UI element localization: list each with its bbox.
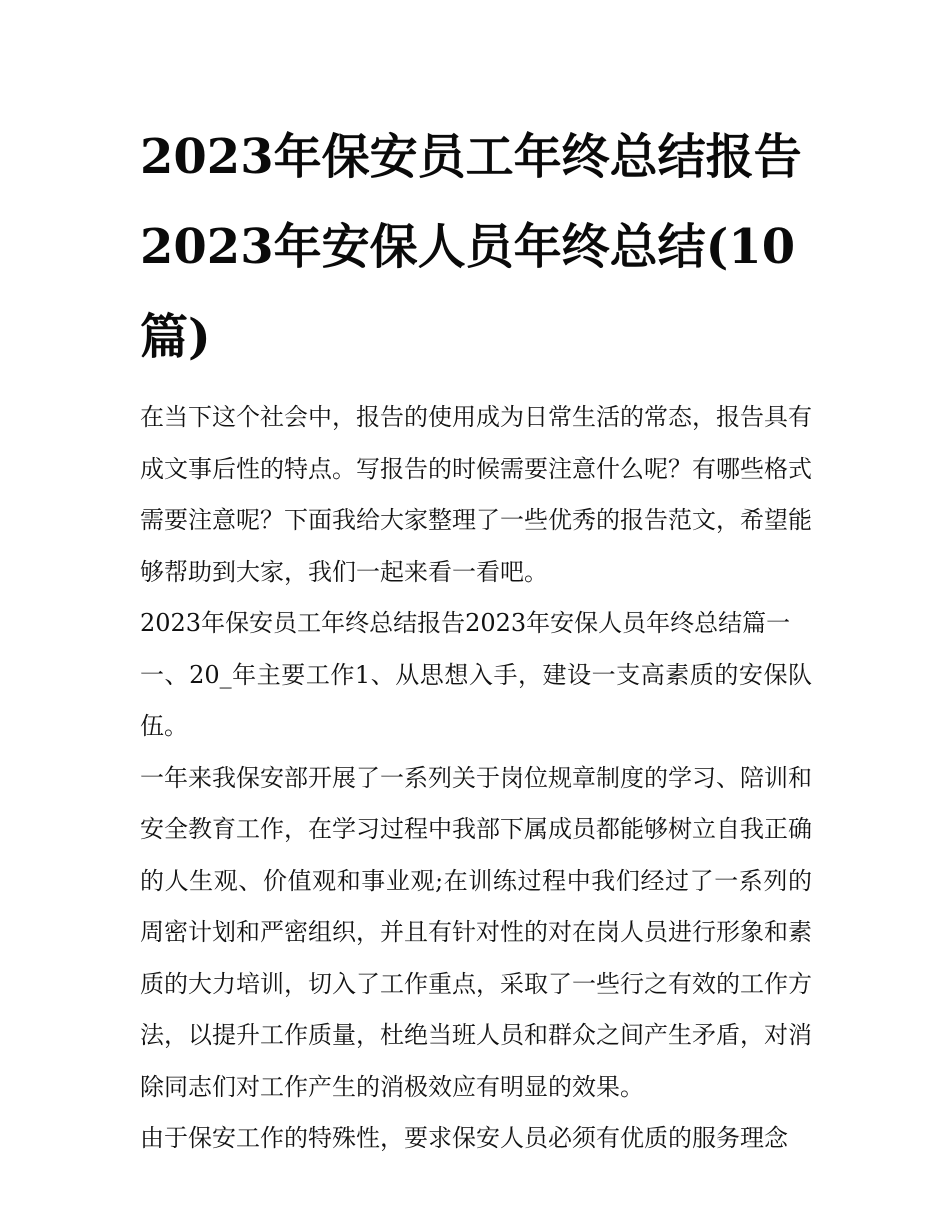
document-page	[140, 112, 812, 1165]
document-title: 2023年保安员工年终总结报告2023年安保人员年终总结(10篇)	[140, 129, 802, 365]
body-paragraph: 由于保安工作的特殊性，要求保安人员必须有优质的服务理念	[140, 1124, 788, 1152]
body-paragraph: 一年来我保安部开展了一系列关于岗位规章制度的学习、陪训和安全教育工作，在学习过程中我部下属成员都能够树立自我正确的人生观、价值观和事业观;在训练过程中我们经过了一系列的周密计划和严密组织，并且有针对性的对在岗人员进行形象和素质的大力培训，切入了工作重点，采取了一些行之有效的工作方法，以提升工作质量，杜绝当班人员和群众之间产生矛盾，对消除同志们对工作产生的消极效应有明显的效果。	[140, 763, 812, 1101]
section-heading: 2023年保安员工年终总结报告2023年安保人员年终总结篇一	[140, 609, 791, 637]
intro-paragraph: 在当下这个社会中，报告的使用成为日常生活的常态，报告具有成文事后性的特点。写报告的时候需要注意什么呢？有哪些格式需要注意呢？下面我给大家整理了一些优秀的报告范文，希望能够帮助到大家，我们一起来看一看吧。	[140, 403, 812, 586]
body-paragraph: 一、20_年主要工作1、从思想入手，建设一支高素质的安保队伍。	[140, 660, 812, 740]
